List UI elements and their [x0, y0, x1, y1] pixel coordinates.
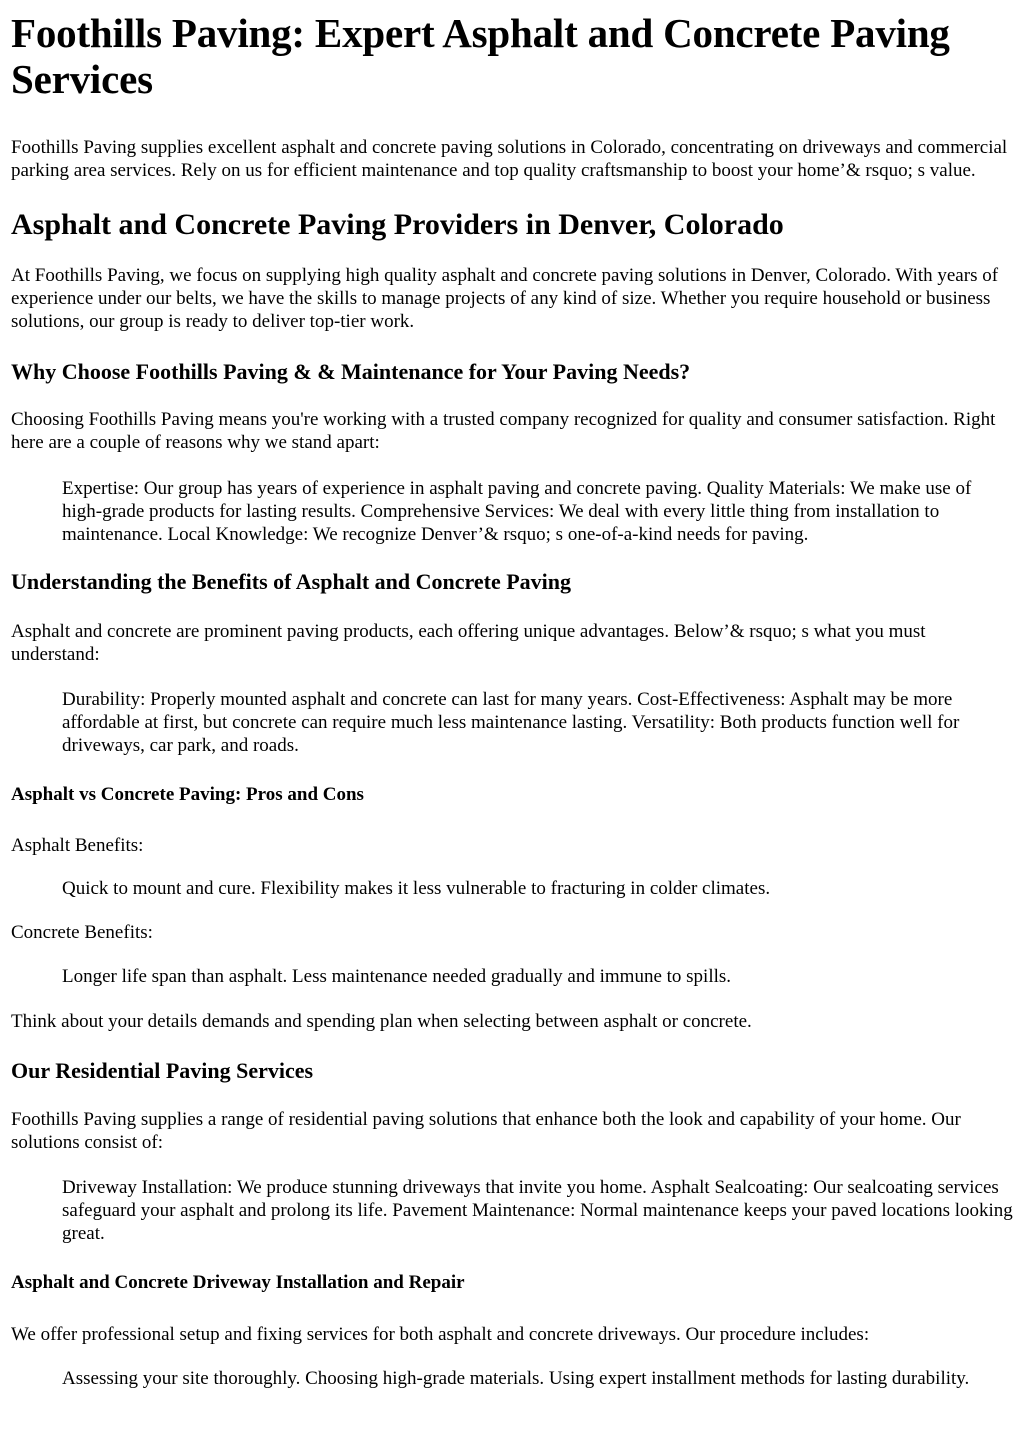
residential-paragraph: Foothills Paving supplies a range of residential paving solutions that enhance both the look and capability of your home. Our solutions consist of:	[11, 1109, 961, 1153]
concrete-benefits-quote: Longer life span than asphalt. Less maintenance needed gradually and immune to spills.	[62, 966, 732, 987]
asphalt-benefits-quote: Quick to mount and cure. Flexibility makes it less vulnerable to fracturing in colder climates.	[62, 878, 771, 899]
asphalt-benefits-label: Asphalt Benefits:	[11, 835, 144, 856]
heading-denver-services: Asphalt and Concrete Paving Providers in Denver, Colorado	[11, 208, 784, 241]
heading-driveway: Asphalt and Concrete Driveway Installation and Repair	[11, 1272, 465, 1293]
pros-cons-closing: Think about your details demands and spending plan when selecting between asphalt or concrete.	[11, 1011, 752, 1032]
driveway-paragraph: We offer professional setup and fixing services for both asphalt and concrete driveways. Our procedure includes:	[11, 1324, 870, 1345]
why-choose-paragraph: Choosing Foothills Paving means you're working with a trusted company recognized for quality and consumer satisfaction. Right here are a couple of reasons why we stand apart:	[11, 409, 996, 453]
denver-services-paragraph: At Foothills Paving, we focus on supplying high quality asphalt and concrete paving solutions in Denver, Colorado. With years of experience under our belts, we have the skills to manage projects of any kind of size. Whether you require household or business solutions, our group is ready to deliver top-tier work.	[11, 265, 999, 332]
residential-quote: Driveway Installation: We produce stunning driveways that invite you home. Asphalt Sealcoating: Our sealcoating services safeguard your asphalt and prolong its life. Pavement Maintenance: Normal maintenance keeps your paved locations looking great.	[62, 1177, 1013, 1244]
heading-benefits: Understanding the Benefits of Asphalt and Concrete Paving	[11, 569, 572, 594]
page-title: Foothills Paving: Expert Asphalt and Concrete Paving Services	[11, 10, 950, 102]
intro-paragraph: Foothills Paving supplies excellent asphalt and concrete paving solutions in Colorado, concentrating on driveways and commercial parking area services. Rely on us for efficient maintenance and top quality craftsmanship to boost your home’& rsquo; s value.	[11, 137, 1008, 181]
heading-pros-cons: Asphalt vs Concrete Paving: Pros and Cons	[11, 784, 364, 805]
benefits-paragraph: Asphalt and concrete are prominent paving products, each offering unique advantages. Below’& rsquo; s what you must understand:	[11, 621, 926, 665]
heading-why-choose: Why Choose Foothills Paving & & Maintenance for Your Paving Needs?	[11, 359, 691, 384]
concrete-benefits-label: Concrete Benefits:	[11, 922, 153, 943]
heading-residential: Our Residential Paving Services	[11, 1058, 314, 1083]
benefits-quote: Durability: Properly mounted asphalt and concrete can last for many years. Cost-Effectiveness: Asphalt may be more affordable at first, but concrete can require much less maintenance lasting. Versatility: Both products function well for driveways, car park, and roads.	[62, 689, 960, 756]
article	[0, 10, 1024, 1390]
driveway-quote: Assessing your site thoroughly. Choosing high-grade materials. Using expert installment methods for lasting durability.	[62, 1368, 970, 1389]
why-choose-quote: Expertise: Our group has years of experience in asphalt paving and concrete paving. Quality Materials: We make use of high-grade products for lasting results. Comprehensive Services: We deal with every little thing from installation to maintenance. Local Knowledge: We recognize Denver’& rsquo; s one-of-a-kind needs for paving.	[62, 478, 972, 545]
